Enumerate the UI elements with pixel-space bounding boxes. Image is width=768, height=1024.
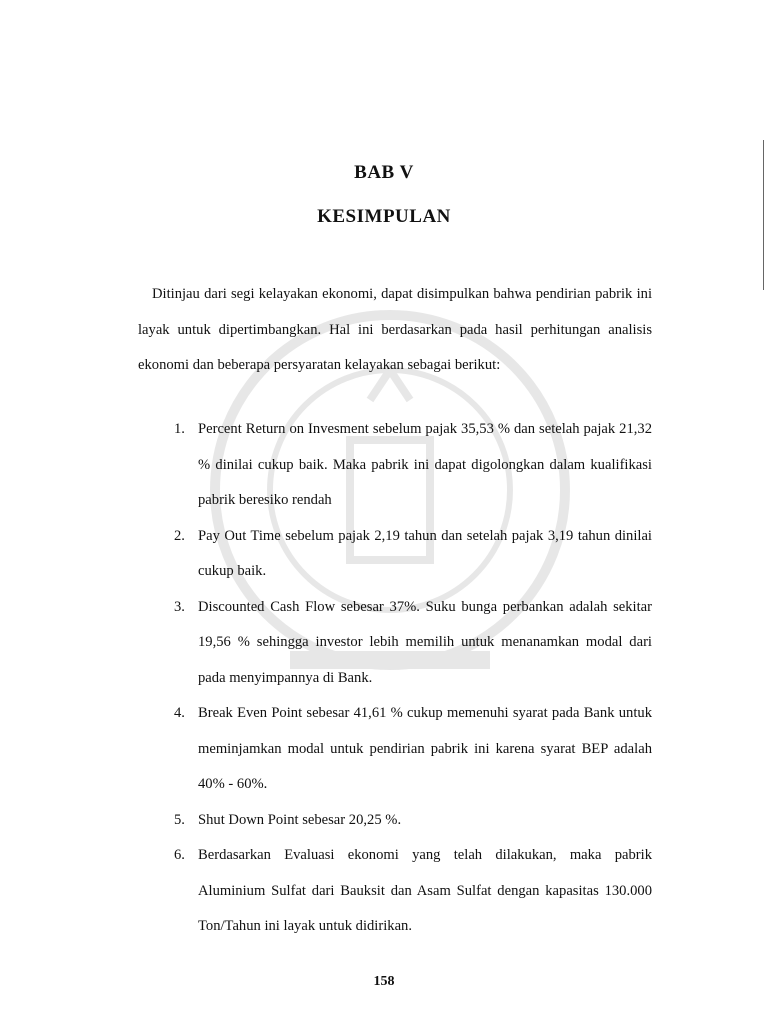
list-item-text: Percent Return on Invesment sebelum pajak 35,53 % dan setelah pajak 21,32 % dinilai cukup baik. Maka pabrik ini dapat digolongkan dalam kualifikasi pabrik beresiko rendah	[198, 421, 652, 508]
chapter-title: KESIMPULAN	[317, 206, 451, 227]
list-item-text: Break Even Point sebesar 41,61 % cukup memenuhi syarat pada Bank untuk meminjamkan modal untuk pendirian pabrik ini karena syarat BEP adalah 40% - 60%.	[198, 705, 652, 792]
list-item	[174, 412, 652, 519]
list-item-number: 1.	[174, 421, 185, 437]
list-item-number: 6.	[174, 847, 185, 863]
list-item	[174, 803, 652, 839]
list-item	[174, 590, 652, 697]
intro-paragraph: Ditinjau dari segi kelayakan ekonomi, dapat disimpulkan bahwa pendirian pabrik ini layak untuk dipertimbangkan. Hal ini berdasarkan pada hasil perhitungan analisis ekonomi dan beberapa persyaratan kelayakan sebagai berikut:	[138, 286, 652, 373]
list-item-number: 5.	[174, 811, 185, 828]
chapter-number: BAB V	[354, 162, 414, 183]
list-item-text: Discounted Cash Flow sebesar 37%. Suku bunga perbankan adalah sekitar 19,56 % sehingga investor lebih memilih untuk menanamkan modal dari pada menyimpannya di Bank.	[198, 598, 652, 686]
page-number: 158	[373, 974, 395, 989]
list-item	[174, 838, 652, 945]
list-item-number: 2.	[174, 527, 185, 544]
list-item-text: Pay Out Time sebelum pajak 2,19 tahun dan setelah pajak 3,19 tahun dinilai cukup baik.	[198, 527, 652, 579]
list-item	[174, 696, 652, 803]
list-item-text: Shut Down Point sebesar 20,25 %.	[198, 811, 402, 828]
conclusion-list	[174, 412, 652, 945]
list-item-number: 3.	[174, 598, 185, 615]
list-item-text: Berdasarkan Evaluasi ekonomi yang telah dilakukan, maka pabrik Aluminium Sulfat dari Bauksit dan Asam Sulfat dengan kapasitas 130.000 Ton/Tahun ini layak untuk didirikan.	[198, 847, 652, 934]
list-item	[174, 519, 652, 590]
list-item-number: 4.	[174, 705, 185, 721]
